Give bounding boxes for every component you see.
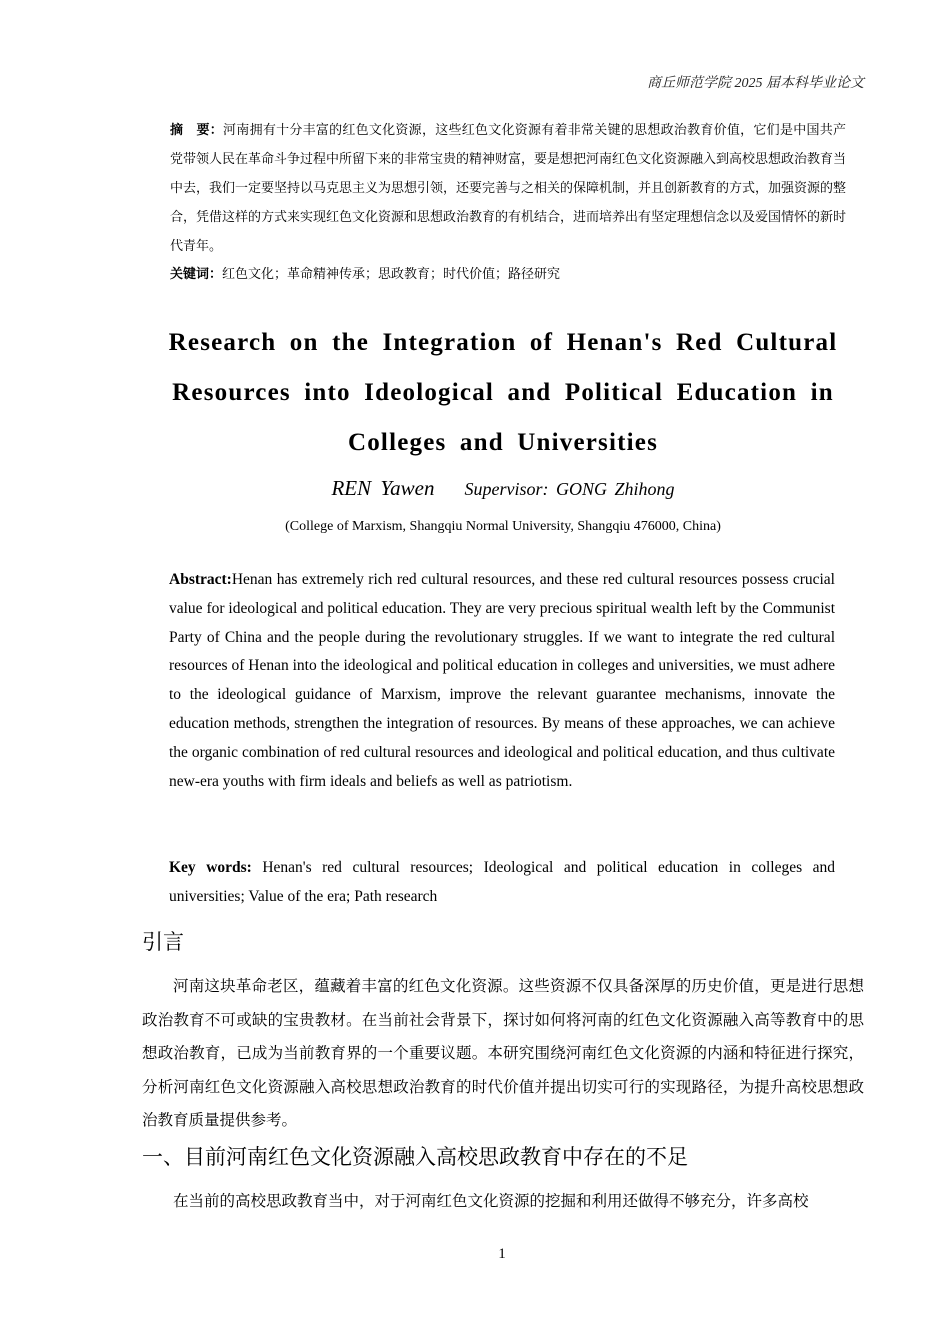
author-name: REN Yawen: [331, 476, 435, 500]
chinese-abstract: [170, 116, 846, 261]
english-abstract-text: Henan has extremely rich red cultural resources, and these red cultural resources possess crucial value for ideological and political education. They are very precious spiritual wealth left by the Communist Party of China and the people during the revolutionary struggles. If we want to integrate the red cultural resources of Henan into the ideological and political education in colleges and universities, we must adhere to the ideological guidance of Marxism, improve the relevant guarantee mechanisms, innovate the education methods, strengthen the integration of resources. By means of these approaches, we can achieve the organic combination of red cultural resources and ideological and political education, and thus cultivate new-era youths with firm ideals and beliefs as well as patriotism.: [169, 571, 836, 790]
chinese-abstract-label: 摘 要：: [170, 123, 224, 138]
page-number: 1: [498, 1246, 506, 1262]
chinese-keywords-text: 红色文化；革命精神传承；思政教育；时代价值；路径研究: [222, 267, 561, 282]
introduction-heading: 引言: [142, 930, 184, 954]
section-one-body: 在当前的高校思政教育当中，对于河南红色文化资源的挖掘和利用还做得不够充分，许多高校: [173, 1192, 809, 1210]
english-keywords-text: Henan's red cultural resources; Ideological and political education in colleges and universities; Value of the era; Path research: [169, 859, 836, 905]
english-title: Research on the Integration of Henan's Red Cultural Resources into Ideological and Political Education in Colleges and Universities: [168, 329, 838, 456]
english-keywords-label: Key words:: [169, 859, 252, 876]
english-abstract: [169, 566, 835, 796]
chinese-keywords-label: 关键词：: [170, 267, 223, 282]
affiliation: (College of Marxism, Shangqiu Normal University, Shangqiu 476000, China): [285, 519, 721, 534]
english-abstract-label: Abstract:: [169, 571, 232, 588]
chinese-abstract-text: 河南拥有十分丰富的红色文化资源，这些红色文化资源有着非常关键的思想政治教育价值，它们是中国共产党带领人民在革命斗争过程中所留下来的非常宝贵的精神财富，要是想把河南红色文化资源融入到高校思想政治教育当中去，我们一定要坚持以马克思主义为思想引领，还要完善与之相关的保障机制，并且创新教育的方式，加强资源的整合，凭借这样的方式来实现红色文化资源和思想政治教育的有机结合，进而培养出有坚定理想信念以及爱国情怀的新时代青年。: [170, 123, 847, 254]
running-header: 商丘师范学院 2025 届本科毕业论文: [647, 76, 864, 91]
chinese-keywords: [170, 260, 846, 289]
english-keywords: [169, 854, 835, 911]
introduction-body: 河南这块革命老区，蕴藏着丰富的红色文化资源。这些资源不仅具备深厚的历史价值，更是进行思想政治教育不可或缺的宝贵教材。在当前社会背景下，探讨如何将河南的红色文化资源融入高等教育中的思想政治教育，已成为当前教育界的一个重要议题。本研究围绕河南红色文化资源的内涵和特征进行探究，分析河南红色文化资源融入高校思想政治教育的时代价值并提出切实可行的实现路径，为提升高校思想政治教育质量提供参考。: [142, 977, 864, 1130]
supervisor-name: Supervisor: GONG Zhihong: [464, 479, 675, 499]
author-line: [100, 476, 906, 501]
section-one-heading: 一、目前河南红色文化资源融入高校思政教育中存在的不足: [142, 1145, 688, 1169]
